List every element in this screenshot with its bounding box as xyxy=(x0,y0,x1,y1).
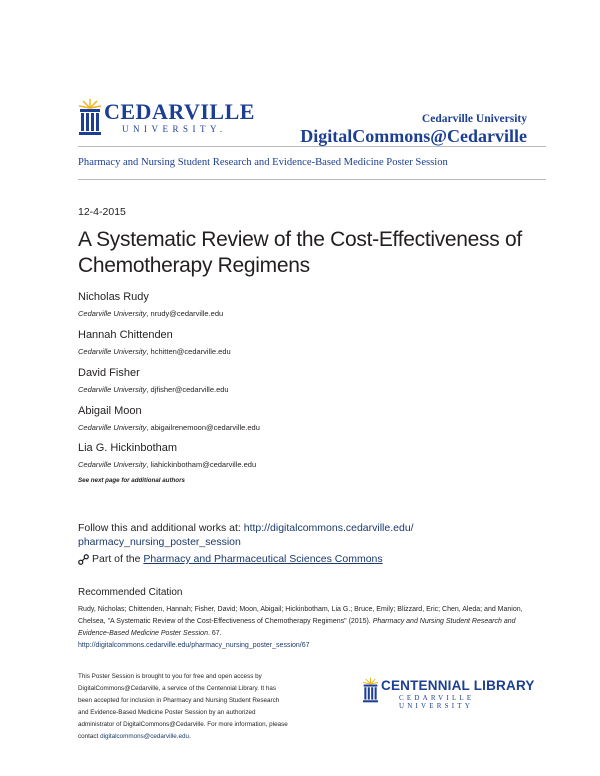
cedarville-sun-pillars-icon xyxy=(362,677,379,703)
logo-subtitle: UNIVERSITY. xyxy=(122,124,227,134)
author-block xyxy=(78,366,229,395)
cedarville-sun-pillars-icon xyxy=(78,98,102,136)
network-icon xyxy=(78,554,89,565)
author-detail: Cedarville University, abigailrenemoon@cedarville.edu xyxy=(78,423,260,432)
publication-date: 12-4-2015 xyxy=(78,206,126,218)
document-title: A Systematic Review of the Cost-Effectiveness of Chemotherapy Regimens xyxy=(78,228,522,277)
centennial-library-logo xyxy=(362,677,542,710)
author-affiliation: Cedarville University xyxy=(78,385,147,394)
citation-series: Pharmacy and Nursing Student Research and Evidence-Based Medicine Poster Session xyxy=(78,618,516,637)
author-name: Hannah Chittenden xyxy=(78,329,173,341)
notice-text: This Poster Session is brought to you for free and open access by DigitalCommons@Cedarville, a service of the Centennial Library. It has been accepted for inclusion in Pharmacy and Nursing Student Research and Evidence-Based Medicine Poster Session by an authorized administrator of DigitalCommons@Cedarville. For more information, please contact xyxy=(78,673,288,740)
author-block xyxy=(78,290,223,319)
access-notice xyxy=(78,671,288,743)
author-name: David Fisher xyxy=(78,367,140,379)
follow-prefix: Follow this and additional works at: xyxy=(78,522,244,534)
citation-text xyxy=(78,604,533,652)
author-affiliation: Cedarville University xyxy=(78,309,147,318)
author-name: Abigail Moon xyxy=(78,405,142,417)
citation-number: . 67. xyxy=(207,630,222,637)
author-email[interactable]: liahickinbotham@cedarville.edu xyxy=(150,460,257,469)
author-affiliation: Cedarville University xyxy=(78,423,147,432)
notice-end: . xyxy=(189,733,191,740)
author-detail: Cedarville University, liahickinbotham@cedarville.edu xyxy=(78,460,257,469)
author-block xyxy=(78,328,231,357)
series-link[interactable]: Pharmacy and Nursing Student Research and Evidence-Based Medicine Poster Session xyxy=(78,157,448,168)
contact-email-link[interactable]: digitalcommons@cedarville.edu xyxy=(100,733,190,740)
see-next-page-note: See next page for additional authors xyxy=(78,477,185,484)
follow-line xyxy=(78,521,518,536)
commons-link[interactable]: Pharmacy and Pharmaceutical Sciences Commons xyxy=(143,553,383,565)
repository-university: Cedarville University xyxy=(421,113,527,125)
repository-link[interactable] xyxy=(300,113,527,147)
header-rule-top xyxy=(78,146,546,147)
part-of-line xyxy=(78,553,383,565)
author-email[interactable]: abigailrenemoon@cedarville.edu xyxy=(150,423,260,432)
logo-wordmark: CEDARVILLE xyxy=(104,99,255,124)
author-name: Nicholas Rudy xyxy=(78,291,149,303)
header-rule-bottom xyxy=(78,179,546,180)
author-name: Lia G. Hickinbotham xyxy=(78,442,178,454)
citation-body: Rudy, Nicholas; Chittenden, Hannah; Fisher, David; Moon, Abigail; Hickinbotham, Lia G.; Bruce, Emily; Blizzard, Eric; Chen, Aleda; and Manion, Chelsea, "A Systematic Review of the Cost-Effectiveness of Chemotherapy Regimens" (2015). xyxy=(78,606,523,625)
author-block xyxy=(78,404,260,433)
author-email[interactable]: nrudy@cedarville.edu xyxy=(150,309,224,318)
recommended-citation-heading: Recommended Citation xyxy=(78,587,183,598)
follow-line-continued xyxy=(78,536,241,548)
repository-name: DigitalCommons@Cedarville xyxy=(300,126,527,146)
author-affiliation: Cedarville University xyxy=(78,347,147,356)
centennial-library-wordmark: CENTENNIAL LIBRARY xyxy=(381,678,535,693)
part-of-prefix: Part of the xyxy=(92,553,141,565)
author-detail: Cedarville University, djfisher@cedarville.edu xyxy=(78,385,229,394)
author-detail: Cedarville University, hchitten@cedarville.edu xyxy=(78,347,231,356)
author-detail: Cedarville University, nrudy@cedarville.edu xyxy=(78,309,224,318)
author-email[interactable]: djfisher@cedarville.edu xyxy=(150,385,229,394)
follow-url-link-continued[interactable]: pharmacy_nursing_poster_session xyxy=(78,536,241,548)
cedarville-logo xyxy=(78,98,255,138)
author-email[interactable]: hchitten@cedarville.edu xyxy=(150,347,231,356)
follow-url-link[interactable]: http://digitalcommons.cedarville.edu/ xyxy=(243,522,414,534)
author-block xyxy=(78,441,256,470)
centennial-library-subtitle: CEDARVILLE UNIVERSITY xyxy=(399,694,475,710)
author-affiliation: Cedarville University xyxy=(78,460,147,469)
citation-url-link[interactable]: http://digitalcommons.cedarville.edu/pharmacy_nursing_poster_session/67 xyxy=(78,642,310,649)
